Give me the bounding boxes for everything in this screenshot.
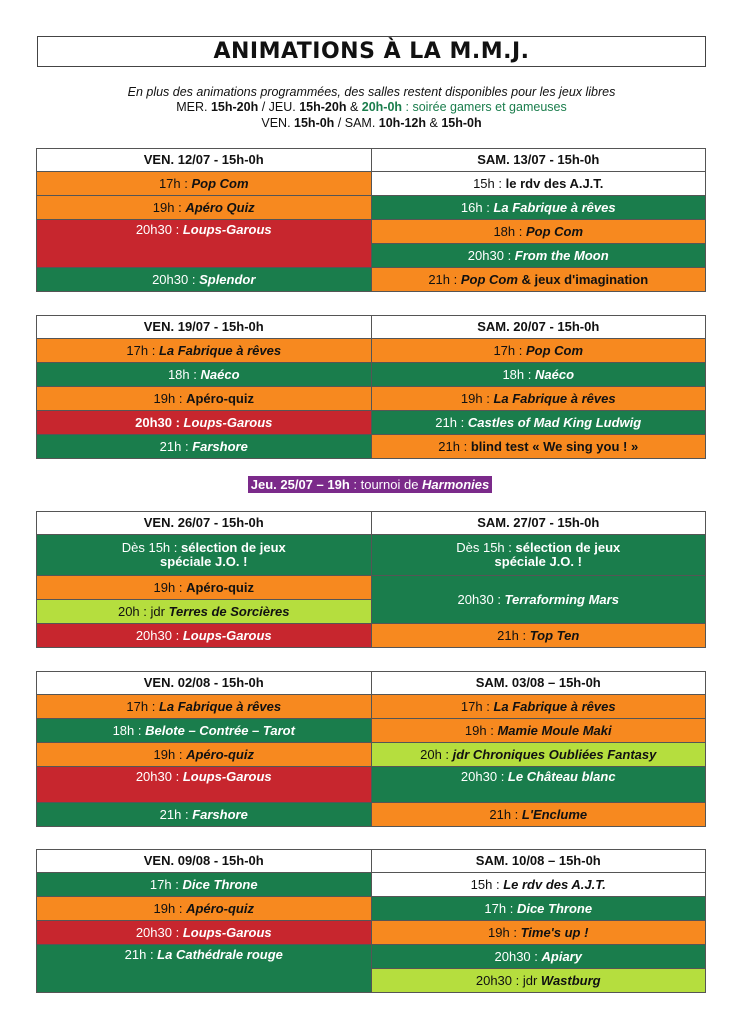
intro-thu-label: / JEU. xyxy=(258,100,300,114)
week-4-table xyxy=(36,671,706,827)
event-cell: 19h : La Fabrique à rêves xyxy=(371,387,706,411)
special-text: : tournoi de xyxy=(349,477,423,492)
intro-thu-hours: 15h-20h xyxy=(299,100,347,114)
event-cell: 19h : Apéro-quiz xyxy=(37,387,372,411)
event-cell: 21h : Pop Com & jeux d'imagination xyxy=(371,268,706,292)
event-cell: 17h : Dice Throne xyxy=(37,873,372,897)
event-cell: 21h : Farshore xyxy=(37,435,372,459)
event-cell: 15h : Le rdv des A.J.T. xyxy=(371,873,706,897)
event-cell: 19h : Mamie Moule Maki xyxy=(371,719,706,743)
special-game: Harmonies xyxy=(422,477,490,492)
event-cell: 20h30 : Loups-Garous xyxy=(37,411,372,435)
week-1-table xyxy=(36,148,706,292)
event-cell: Dès 15h : sélection de jeux spéciale J.O. ! xyxy=(37,535,372,576)
event-cell: 18h : Naéco xyxy=(371,363,706,387)
intro-wed-label: MER. xyxy=(176,100,211,114)
intro-line-2 xyxy=(37,100,706,115)
event-cell: 19h : Apéro-quiz xyxy=(37,743,372,767)
week-5-right-head: SAM. 10/08 – 15h-0h xyxy=(371,850,706,873)
event-cell: 17h : La Fabrique à rêves xyxy=(37,695,372,719)
intro-line-1: En plus des animations programmées, des salles restent disponibles pour les jeux libres xyxy=(127,85,616,99)
event-cell: 20h30 : Loups-Garous xyxy=(37,767,372,803)
week-3-right-head: SAM. 27/07 - 15h-0h xyxy=(371,512,706,535)
event-cell: 19h : Apéro Quiz xyxy=(37,196,372,220)
event-cell: 21h : La Cathédrale rouge xyxy=(37,945,372,993)
poster-title xyxy=(37,36,706,67)
event-cell: 20h30 : Terraforming Mars xyxy=(371,576,706,624)
title-text: ANIMATIONS À LA M.M.J. xyxy=(213,39,530,64)
event-cell: 20h30 : From the Moon xyxy=(371,244,706,268)
event-cell: 19h : Apéro-quiz xyxy=(37,897,372,921)
event-cell: 17h : Pop Com xyxy=(37,172,372,196)
event-cell: 20h30 : jdr Wastburg xyxy=(371,969,706,993)
event-cell: 17h : Dice Throne xyxy=(371,897,706,921)
event-cell: 17h : Pop Com xyxy=(371,339,706,363)
event-cell: 20h30 : Loups-Garous xyxy=(37,921,372,945)
intro-fri-label: VEN. xyxy=(261,116,295,130)
event-cell: 21h : L'Enclume xyxy=(371,803,706,827)
intro-fri-hours: 15h-0h xyxy=(294,116,335,130)
special-event-banner xyxy=(0,477,740,492)
week-1-left-head: VEN. 12/07 - 15h-0h xyxy=(37,149,372,172)
week-1-right-head: SAM. 13/07 - 15h-0h xyxy=(371,149,706,172)
intro-sat-label: / SAM. xyxy=(334,116,379,130)
event-cell: 20h : jdr Terres de Sorcières xyxy=(37,600,372,624)
week-3-table xyxy=(36,511,706,648)
event-cell: 21h : Farshore xyxy=(37,803,372,827)
week-3-left-head: VEN. 26/07 - 15h-0h xyxy=(37,512,372,535)
week-4-left-head: VEN. 02/08 - 15h-0h xyxy=(37,672,372,695)
event-cell: 21h : blind test « We sing you ! » xyxy=(371,435,706,459)
event-cell: 20h30 : Loups-Garous xyxy=(37,220,372,268)
intro-amp-2: & xyxy=(426,116,442,130)
event-cell: 18h : Naéco xyxy=(37,363,372,387)
intro-sat-evening: 15h-0h xyxy=(441,116,482,130)
event-cell: 21h : Top Ten xyxy=(371,624,706,648)
intro-line-3 xyxy=(37,116,706,131)
event-cell: 18h : Pop Com xyxy=(371,220,706,244)
event-cell: 18h : Belote – Contrée – Tarot xyxy=(37,719,372,743)
intro-gamers-hours: 20h-0h xyxy=(361,100,403,114)
week-2-right-head: SAM. 20/07 - 15h-0h xyxy=(371,316,706,339)
event-cell: 19h : Apéro-quiz xyxy=(37,576,372,600)
week-2-left-head: VEN. 19/07 - 15h-0h xyxy=(37,316,372,339)
event-cell: 20h : jdr Chroniques Oubliées Fantasy xyxy=(371,743,706,767)
event-cell: 16h : La Fabrique à rêves xyxy=(371,196,706,220)
week-2-table xyxy=(36,315,706,459)
special-date: Jeu. 25/07 – 19h xyxy=(250,477,350,492)
intro-sat-morning: 10h-12h xyxy=(378,116,427,130)
intro-amp: & xyxy=(346,100,362,114)
event-cell: 17h : La Fabrique à rêves xyxy=(37,339,372,363)
week-4-right-head: SAM. 03/08 – 15h-0h xyxy=(371,672,706,695)
event-cell: Dès 15h : sélection de jeux spéciale J.O. ! xyxy=(371,535,706,576)
event-cell: 19h : Time's up ! xyxy=(371,921,706,945)
event-cell: 20h30 : Loups-Garous xyxy=(37,624,372,648)
event-cell: 20h30 : Splendor xyxy=(37,268,372,292)
intro-gamers-label: : soirée gamers et gameuses xyxy=(402,100,567,114)
event-cell: 15h : le rdv des A.J.T. xyxy=(371,172,706,196)
intro-wed-hours: 15h-20h xyxy=(210,100,259,114)
event-cell: 20h30 : Apiary xyxy=(371,945,706,969)
event-cell: 17h : La Fabrique à rêves xyxy=(371,695,706,719)
week-5-table xyxy=(36,849,706,993)
week-5-left-head: VEN. 09/08 - 15h-0h xyxy=(37,850,372,873)
event-cell: 20h30 : Le Château blanc xyxy=(371,767,706,803)
event-cell: 21h : Castles of Mad King Ludwig xyxy=(371,411,706,435)
